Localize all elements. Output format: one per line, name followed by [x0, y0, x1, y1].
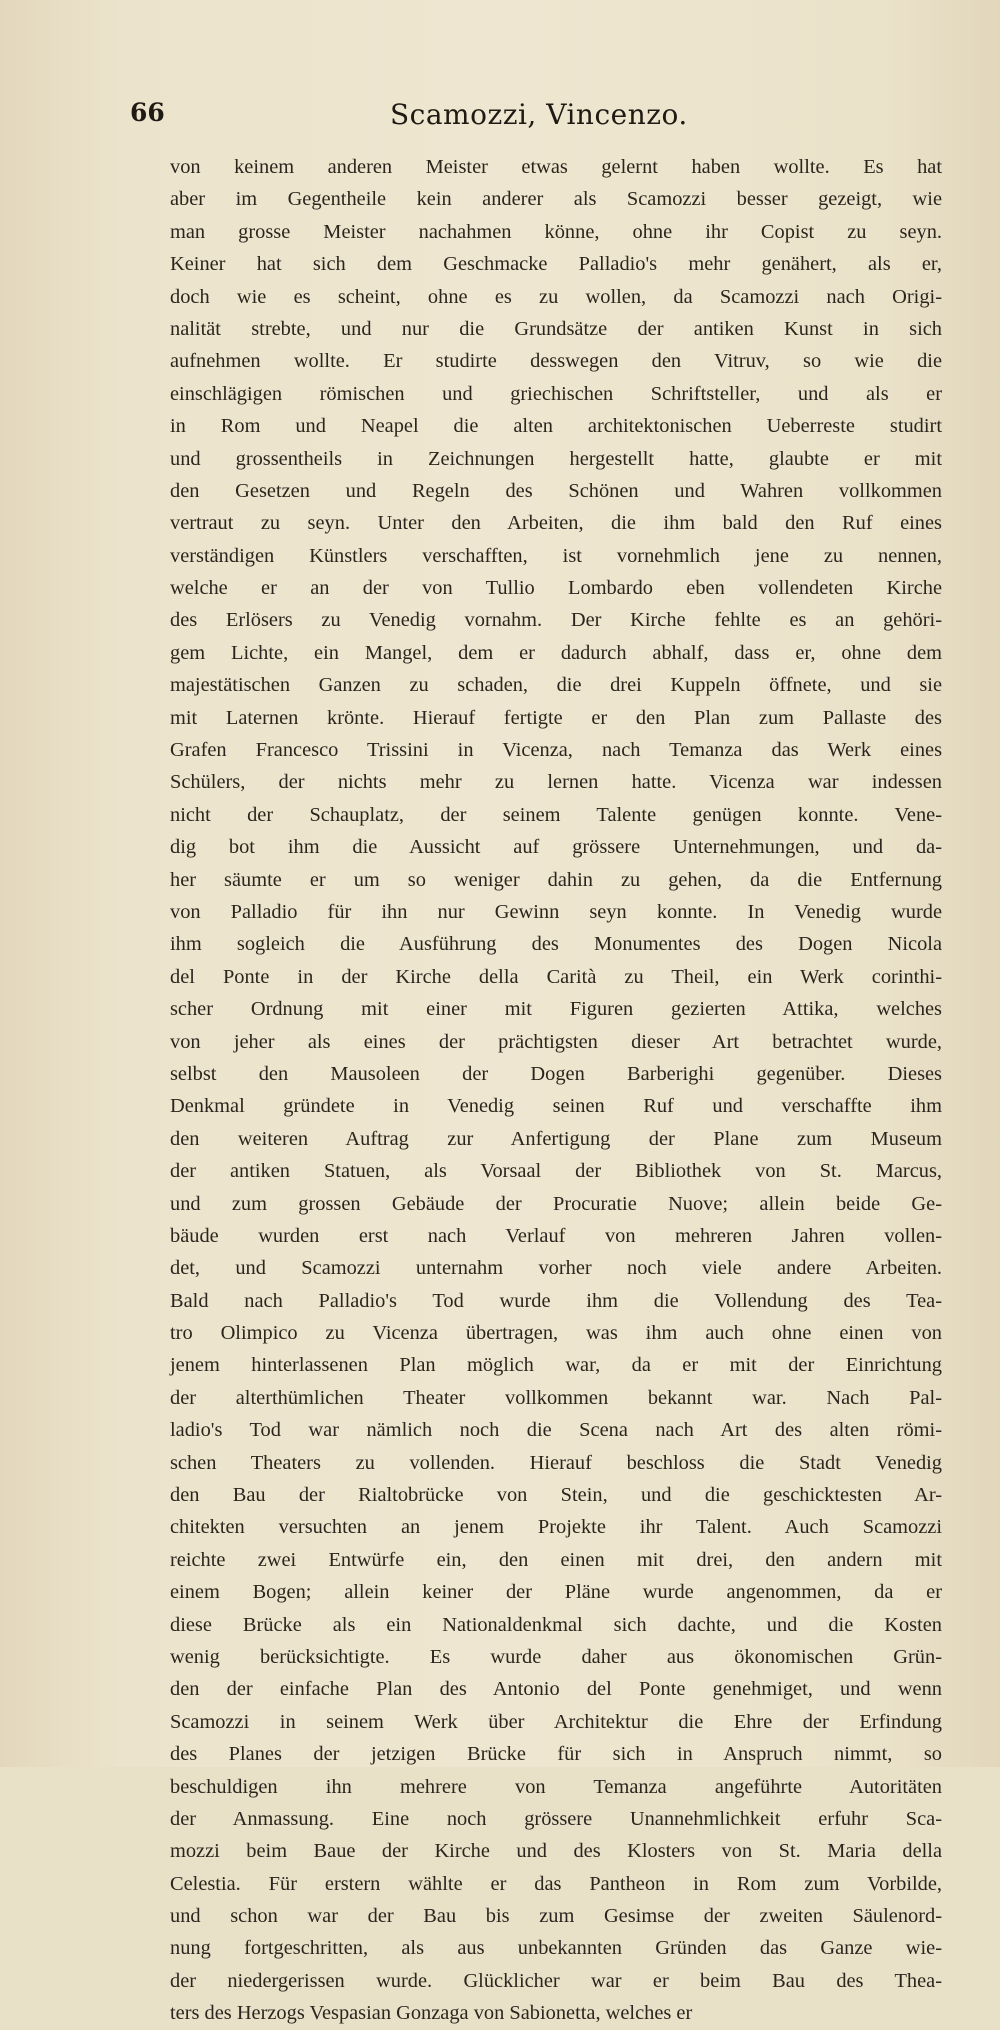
text-line: beschuldigen ihn mehrere von Temanza angeführte Autoritäten — [170, 1775, 942, 1798]
text-line: und zum grossen Gebäude der Procuratie Nuove; allein beide Ge- — [170, 1192, 942, 1215]
text-line: von jeher als eines der prächtigsten dieser Art betrachtet wurde, — [170, 1030, 942, 1053]
text-line: Grafen Francesco Trissini in Vicenza, nach Temanza das Werk eines — [170, 739, 942, 762]
text-line: Keiner hat sich dem Geschmacke Palladio's mehr genähert, als er, — [170, 253, 942, 276]
text-line: her säumte er um so weniger dahin zu gehen, da die Entfernung — [170, 868, 942, 891]
text-line: ihm sogleich die Ausführung des Monumentes des Dogen Nicola — [170, 933, 942, 956]
text-line: den Gesetzen und Regeln des Schönen und Wahren vollkommen — [170, 479, 942, 502]
page-number: 66 — [130, 98, 165, 127]
text-line: von keinem anderen Meister etwas gelernt haben wollte. Es hat — [170, 156, 942, 178]
text-line: Schülers, der nichts mehr zu lernen hatte. Vicenza war indessen — [170, 771, 942, 794]
text-line: vertraut zu seyn. Unter den Arbeiten, die ihm bald den Ruf eines — [170, 512, 942, 535]
text-line: doch wie es scheint, ohne es zu wollen, da Scamozzi nach Origi- — [170, 285, 942, 308]
text-line: aber im Gegentheile kein anderer als Scamozzi besser gezeigt, wie — [170, 188, 942, 211]
body-text — [170, 151, 942, 2030]
text-line: nalität strebte, und nur die Grundsätze der antiken Kunst in sich — [170, 317, 942, 340]
text-line: den Bau der Rialtobrücke von Stein, und die geschicktesten Ar- — [170, 1484, 942, 1507]
text-line: gem Lichte, ein Mangel, dem er dadurch abhalf, dass er, ohne dem — [170, 641, 942, 664]
text-line: diese Brücke als ein Nationaldenkmal sich dachte, und die Kosten — [170, 1613, 942, 1636]
text-line: den der einfache Plan des Antonio del Ponte genehmiget, und wenn — [170, 1678, 942, 1701]
text-line: Bald nach Palladio's Tod wurde ihm die Vollendung des Tea- — [170, 1289, 942, 1312]
text-line: tro Olimpico zu Vicenza übertragen, was ihm auch ohne einen von — [170, 1322, 942, 1345]
text-line: der antiken Statuen, als Vorsaal der Bibliothek von St. Marcus, — [170, 1160, 942, 1183]
text-line: des Erlösers zu Venedig vornahm. Der Kirche fehlte es an gehöri- — [170, 609, 942, 632]
text-line: Scamozzi in seinem Werk über Architektur die Ehre der Erfindung — [170, 1710, 942, 1733]
text-line: aufnehmen wollte. Er studirte desswegen den Vitruv, so wie die — [170, 350, 942, 373]
text-line: nicht der Schauplatz, der seinem Talente genügen konnte. Vene- — [170, 803, 942, 826]
text-line: bäude wurden erst nach Verlauf von mehreren Jahren vollen- — [170, 1224, 942, 1247]
page-header — [130, 98, 930, 138]
text-line: welche er an der von Tullio Lombardo eben vollendeten Kirche — [170, 577, 942, 600]
text-line: scher Ordnung mit einer mit Figuren gezierten Attika, welches — [170, 998, 942, 1021]
text-line: Denkmal gründete in Venedig seinen Ruf und verschaffte ihm — [170, 1095, 942, 1118]
text-line: einem Bogen; allein keiner der Pläne wurde angenommen, da er — [170, 1581, 942, 1604]
text-line: mozzi beim Baue der Kirche und des Klosters von St. Maria della — [170, 1840, 942, 1863]
text-line: der alterthümlichen Theater vollkommen bekannt war. Nach Pal- — [170, 1386, 942, 1409]
text-line: nung fortgeschritten, als aus unbekannten Gründen das Ganze wie- — [170, 1937, 942, 1960]
text-line: von Palladio für ihn nur Gewinn seyn konnte. In Venedig wurde — [170, 900, 942, 923]
text-line: majestätischen Ganzen zu schaden, die drei Kuppeln öffnete, und sie — [170, 674, 942, 697]
text-line: mit Laternen krönte. Hierauf fertigte er den Plan zum Pallaste des — [170, 706, 942, 729]
text-line: selbst den Mausoleen der Dogen Barberighi gegenüber. Dieses — [170, 1062, 942, 1085]
text-line: chitekten versuchten an jenem Projekte ihr Talent. Auch Scamozzi — [170, 1516, 942, 1539]
text-line: schen Theaters zu vollenden. Hierauf beschloss die Stadt Venedig — [170, 1451, 942, 1474]
text-line: wenig berücksichtigte. Es wurde daher aus ökonomischen Grün- — [170, 1645, 942, 1668]
text-line: und grossentheils in Zeichnungen hergestellt hatte, glaubte er mit — [170, 447, 942, 470]
text-line: des Planes der jetzigen Brücke für sich in Anspruch nimmt, so — [170, 1743, 942, 1766]
text-line: reichte zwei Entwürfe ein, den einen mit drei, den andern mit — [170, 1548, 942, 1571]
text-line: man grosse Meister nachahmen könne, ohne ihr Copist zu seyn. — [170, 220, 942, 243]
text-line: verständigen Künstlers verschafften, ist vornehmlich jene zu nennen, — [170, 544, 942, 567]
text-line: dig bot ihm die Aussicht auf grössere Unternehmungen, und da- — [170, 836, 942, 859]
text-line: ladio's Tod war nämlich noch die Scena nach Art des alten römi- — [170, 1419, 942, 1442]
text-line: der Anmassung. Eine noch grössere Unannehmlichkeit erfuhr Sca- — [170, 1807, 942, 1830]
text-line: der niedergerissen wurde. Glücklicher war er beim Bau des Thea- — [170, 1969, 942, 1992]
text-line: einschlägigen römischen und griechischen Schriftsteller, und als er — [170, 382, 942, 405]
text-line: in Rom und Neapel die alten architektonischen Ueberreste studirt — [170, 415, 942, 438]
text-line: Celestia. Für erstern wählte er das Pantheon in Rom zum Vorbilde, — [170, 1872, 942, 1895]
text-line: jenem hinterlassenen Plan möglich war, da er mit der Einrichtung — [170, 1354, 942, 1377]
text-line: den weiteren Auftrag zur Anfertigung der Plane zum Museum — [170, 1127, 942, 1150]
running-head: Scamozzi, Vincenzo. — [390, 98, 688, 131]
text-line: ters des Herzogs Vespasian Gonzaga von Sabionetta, welches er — [170, 2002, 693, 2025]
text-line: det, und Scamozzi unternahm vorher noch viele andere Arbeiten. — [170, 1257, 942, 1280]
text-line: und schon war der Bau bis zum Gesimse der zweiten Säulenord- — [170, 1905, 942, 1928]
text-line: del Ponte in der Kirche della Carità zu Theil, ein Werk corinthi- — [170, 965, 942, 988]
